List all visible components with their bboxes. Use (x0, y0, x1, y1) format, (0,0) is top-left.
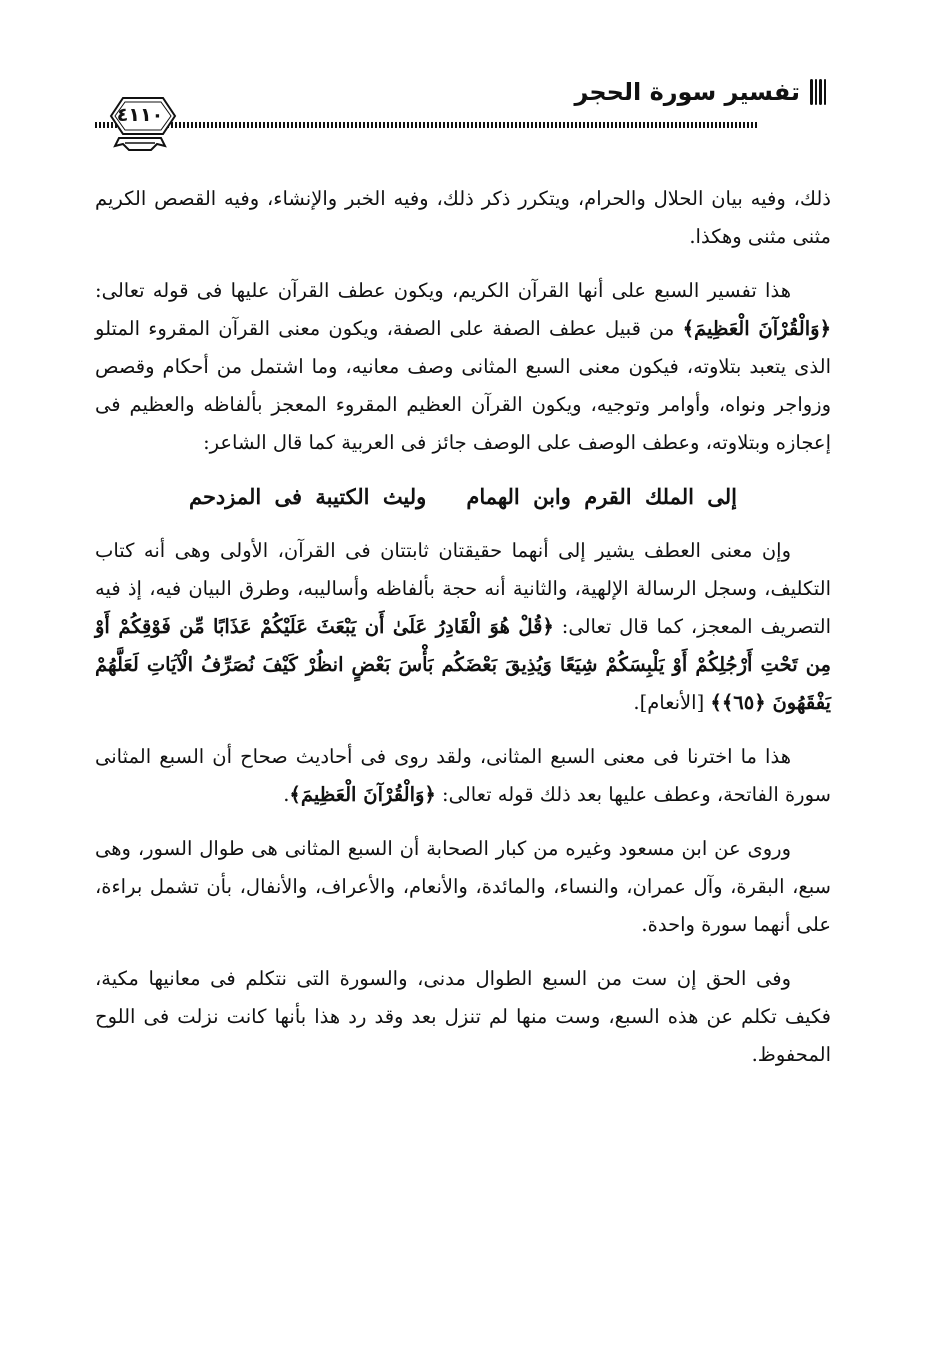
paragraph-text: وفى الحق إن ست من السبع الطوال مدنى، والسورة التى نتكلم فى معانيها مكية، فكيف تكلم عن هذه السبع، وست منها لم تنزل بعد وقد رد هذا بأنها كانت نزلت فى اللوح المحفوظ. (95, 967, 831, 1066)
page-number-badge (101, 86, 179, 160)
poem-hemistich-2: وليث الكتيبة فى المزدحم (188, 484, 427, 509)
paragraph-text: وروى عن ابن مسعود وغيره من كبار الصحابة أن السبع المثانى هى طوال السور، وهى سبع، البقرة، وآل عمران، والنساء، والمائدة، والأنعام، والأعراف، والأنفال، بأن تشمل براءة، على أنهما سورة واحدة. (95, 837, 831, 936)
page-header (95, 70, 838, 160)
paragraph-text: هذا ما اخترنا فى معنى السبع المثانى، ولقد روى فى أحاديث صحاح أن السبع المثانى سورة الفاتحة، وعطف عليها بعد ذلك قوله تعالى: (95, 745, 831, 806)
paragraph-5 (95, 830, 831, 944)
quran-verse: ﴿قُلْ هُوَ الْقَادِرُ عَلَىٰ أَن يَبْعَثَ عَلَيْكُمْ عَذَابًا مِّن فَوْقِكُمْ أَوْ مِن تَحْتِ أَرْجُلِكُمْ أَوْ يَلْبِسَكُمْ شِيَعًا وَيُذِيقَ بَعْضَكُم بَأْسَ بَعْضٍ انظُرْ كَيْفَ نُصَرِّفُ الْآيَاتِ لَعَلَّهُمْ يَفْقَهُونَ ﴿٦٥﴾﴾ (95, 615, 831, 714)
paragraph-2 (95, 272, 831, 462)
running-title-text: تفسير سورة الحجر (574, 78, 800, 106)
paragraph-text: هذا تفسير السبع على أنها القرآن الكريم، ويكون عطف القرآن عليها فى قوله تعالى: (95, 279, 791, 302)
running-title (574, 78, 826, 106)
paragraph-text: من قبيل عطف الصفة على الصفة، ويكون معنى القرآن المقروء المتلو الذى يتعبد بتلاوته، فيكون معنى السبع المثانى وصف معانيه، وما اشتمل من أحكام وقصص وزواجر ونواه، وأوامر وتوجيه، ويكون القرآن العظيم المقروء المعجز بألفاظه والعظيم فى إعجازه وبتلاوته، وعطف الوصف على الوصف جائز فى العربية كما قال الشاعر: (95, 317, 831, 454)
page-body (95, 180, 831, 1090)
ornament-icon (810, 79, 826, 105)
paragraph-3 (95, 532, 831, 722)
header-rule (95, 122, 758, 128)
paragraph-text: ذلك، وفيه بيان الحلال والحرام، ويتكرر ذكر ذلك، وفيه الخبر والإنشاء، وفيه القصص الكريم مثنى مثنى وهكذا. (95, 187, 831, 248)
quran-verse: ﴿وَالْقُرْآنَ الْعَظِيمَ﴾ (682, 317, 831, 340)
paragraph-text: . (283, 783, 290, 806)
surah-reference: [الأنعام]. (633, 691, 711, 714)
poem-verse (95, 478, 831, 516)
quran-verse: ﴿وَالْقُرْآنَ الْعَظِيمَ﴾ (289, 783, 436, 806)
paragraph-text: وإن معنى العطف يشير إلى أنهما حقيقتان ثابتتان فى القرآن، الأولى وهى أنه كتاب التكليف، وسجل الرسالة الإلهية، والثانية أنه حجة بألفاظه وأساليبه، وطرق البيان فيه، إذ فيه التصريف المعجز، كما قال تعالى: (95, 539, 831, 638)
paragraph-1 (95, 180, 831, 256)
paragraph-4 (95, 738, 831, 814)
page-number: ٤١١٠ (116, 104, 164, 126)
poem-hemistich-1: إلى الملك القرم وابن الهمام (466, 484, 738, 509)
paragraph-6 (95, 960, 831, 1074)
